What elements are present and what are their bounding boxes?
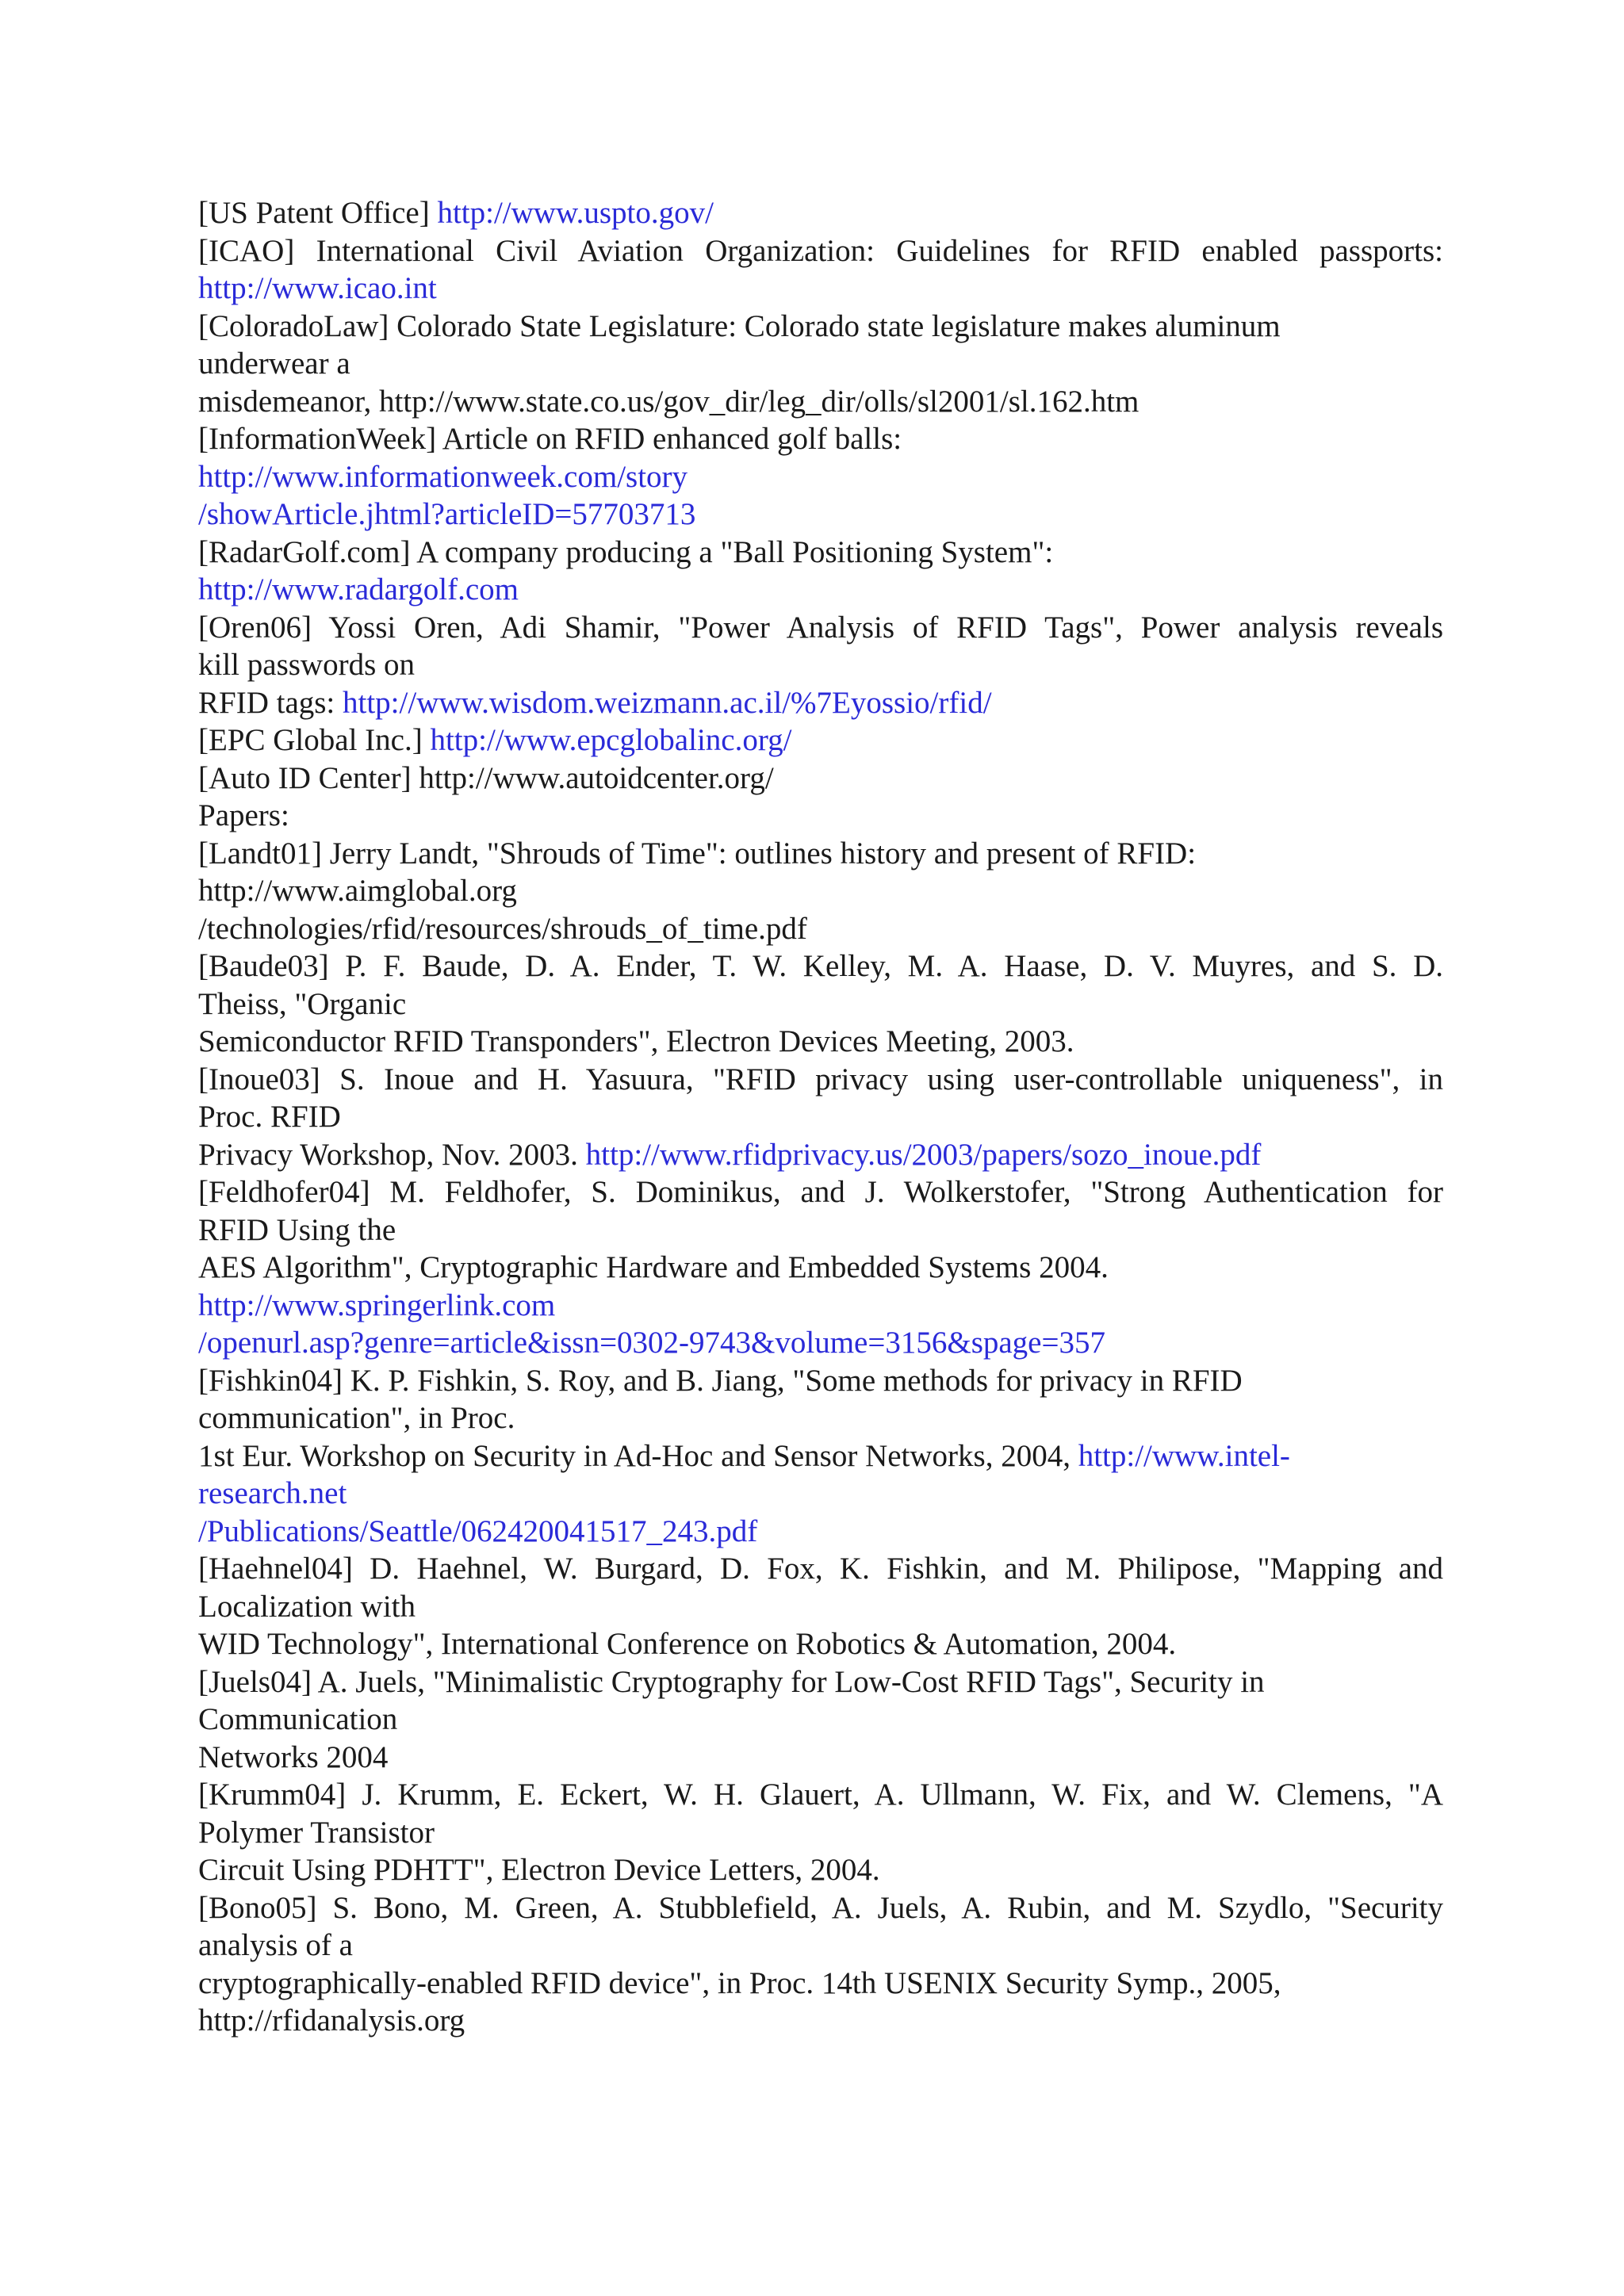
reference-line	[198, 1173, 1443, 1211]
reference-link[interactable]: http://www.rfidprivacy.us/2003/papers/sozo_inoue.pdf	[585, 1137, 1262, 1172]
reference-link[interactable]: http://www.epcglobalinc.org/	[430, 723, 792, 757]
reference-link[interactable]: /showArticle.jhtml?articleID=57703713	[198, 497, 696, 531]
reference-text: [Oren06] Yossi Oren, Adi Shamir, "Power Analysis of RFID Tags", Power analysis reveals	[198, 610, 1443, 645]
reference-text: [Fishkin04] K. P. Fishkin, S. Roy, and B. Jiang, "Some methods for privacy in RFID	[198, 1363, 1243, 1398]
reference-list	[198, 194, 1443, 2040]
reference-line	[198, 534, 1443, 572]
reference-line	[198, 1588, 1443, 1626]
reference-line	[198, 1287, 1443, 1325]
reference-line	[198, 1739, 1443, 1777]
reference-line	[198, 1399, 1443, 1437]
reference-line	[198, 1437, 1443, 1475]
reference-line	[198, 1776, 1443, 1814]
reference-line	[198, 1023, 1443, 1061]
reference-text: http://www.aimglobal.org	[198, 874, 517, 908]
reference-text: Circuit Using PDHTT", Electron Device Letters, 2004.	[198, 1853, 880, 1887]
reference-line	[198, 383, 1443, 421]
reference-link[interactable]: /Publications/Seattle/062420041517_243.pdf	[198, 1513, 758, 1548]
reference-line	[198, 1136, 1443, 1174]
reference-line	[198, 1851, 1443, 1889]
reference-text: Polymer Transistor	[198, 1815, 435, 1850]
reference-line	[198, 872, 1443, 910]
reference-line	[198, 1927, 1443, 1965]
reference-text: AES Algorithm", Cryptographic Hardware and Embedded Systems 2004.	[198, 1250, 1109, 1284]
reference-text: [Auto ID Center] http://www.autoidcenter.org/	[198, 760, 774, 795]
reference-text: [Bono05] S. Bono, M. Green, A. Stubblefield, A. Juels, A. Rubin, and M. Szydlo, "Security	[198, 1890, 1443, 1925]
reference-line	[198, 232, 1443, 270]
reference-link[interactable]: http://www.informationweek.com/story	[198, 459, 688, 494]
reference-line	[198, 947, 1443, 985]
reference-line	[198, 1362, 1443, 1400]
reference-text: communication", in Proc.	[198, 1401, 515, 1435]
reference-line	[198, 571, 1443, 609]
reference-line	[198, 1814, 1443, 1852]
reference-text: [EPC Global Inc.]	[198, 723, 431, 757]
reference-link[interactable]: http://www.uspto.gov/	[437, 196, 714, 230]
reference-link[interactable]: http://www.wisdom.weizmann.ac.il/%7Eyossio/rfid/	[343, 685, 992, 720]
reference-text: analysis of a	[198, 1928, 353, 1962]
reference-text: Semiconductor RFID Transponders", Electron Devices Meeting, 2003.	[198, 1024, 1074, 1058]
reference-line	[198, 345, 1443, 383]
reference-text: [Landt01] Jerry Landt, "Shrouds of Time": outlines history and present of RFID:	[198, 836, 1197, 871]
reference-link[interactable]: http://www.icao.int	[198, 271, 437, 305]
reference-line	[198, 910, 1443, 948]
reference-text: Communication	[198, 1702, 398, 1736]
reference-link[interactable]: http://www.springerlink.com	[198, 1288, 556, 1322]
reference-text: /technologies/rfid/resources/shrouds_of_time.pdf	[198, 911, 807, 946]
reference-line	[198, 194, 1443, 232]
reference-link[interactable]: http://www.intel-	[1078, 1438, 1290, 1473]
reference-line	[198, 1965, 1443, 2003]
reference-text: RFID Using the	[198, 1212, 396, 1247]
reference-line	[198, 496, 1443, 534]
reference-line	[198, 1550, 1443, 1588]
reference-text: misdemeanor, http://www.state.co.us/gov_dir/leg_dir/olls/sl2001/sl.162.htm	[198, 384, 1139, 419]
reference-text: [Baude03] P. F. Baude, D. A. Ender, T. W. Kelley, M. A. Haase, D. V. Muyres, and S. D.	[198, 949, 1443, 983]
reference-text: [US Patent Office]	[198, 196, 438, 230]
reference-line	[198, 1889, 1443, 1927]
reference-line	[198, 646, 1443, 684]
reference-text: Theiss, "Organic	[198, 986, 407, 1021]
reference-line	[198, 1663, 1443, 1701]
reference-line	[198, 797, 1443, 835]
reference-text: [ColoradoLaw] Colorado State Legislature: Colorado state legislature makes aluminum	[198, 308, 1281, 343]
reference-text: Localization with	[198, 1589, 416, 1624]
reference-line	[198, 1211, 1443, 1249]
reference-line	[198, 721, 1443, 760]
reference-text: Papers:	[198, 798, 289, 832]
reference-line	[198, 760, 1443, 798]
reference-text: underwear a	[198, 346, 350, 381]
reference-line	[198, 1098, 1443, 1136]
reference-line	[198, 458, 1443, 496]
reference-text: WID Technology", International Conference on Robotics & Automation, 2004.	[198, 1627, 1177, 1661]
reference-line	[198, 1061, 1443, 1099]
reference-line	[198, 1513, 1443, 1551]
reference-text: Proc. RFID	[198, 1100, 341, 1134]
reference-text: [Juels04] A. Juels, "Minimalistic Cryptography for Low-Cost RFID Tags", Security in	[198, 1664, 1265, 1699]
reference-text: [Feldhofer04] M. Feldhofer, S. Dominikus, and J. Wolkerstofer, "Strong Authentication for	[198, 1175, 1443, 1209]
reference-text: [Inoue03] S. Inoue and H. Yasuura, "RFID privacy using user-controllable uniqueness", in	[198, 1062, 1443, 1096]
reference-line	[198, 420, 1443, 458]
reference-line	[198, 308, 1443, 346]
reference-line	[198, 1324, 1443, 1362]
reference-line	[198, 270, 1443, 308]
reference-line	[198, 835, 1443, 873]
reference-link[interactable]: http://www.radargolf.com	[198, 572, 519, 607]
reference-text: Privacy Workshop, Nov. 2003.	[198, 1137, 586, 1172]
reference-link[interactable]: /openurl.asp?genre=article&issn=0302-9743&volume=3156&spage=357	[198, 1326, 1105, 1360]
reference-line	[198, 609, 1443, 647]
reference-link[interactable]: research.net	[198, 1476, 347, 1510]
reference-line	[198, 1475, 1443, 1513]
reference-line	[198, 2002, 1443, 2040]
reference-line	[198, 1701, 1443, 1739]
reference-text: [Haehnel04] D. Haehnel, W. Burgard, D. Fox, K. Fishkin, and M. Philipose, "Mapping and	[198, 1552, 1443, 1586]
reference-text: 1st Eur. Workshop on Security in Ad-Hoc and Sensor Networks, 2004,	[198, 1438, 1078, 1473]
reference-text: [RadarGolf.com] A company producing a "Ball Positioning System":	[198, 534, 1054, 569]
reference-text: kill passwords on	[198, 648, 415, 682]
reference-text: [ICAO] International Civil Aviation Organization: Guidelines for RFID enabled passports:	[198, 233, 1443, 268]
reference-text: [InformationWeek] Article on RFID enhanced golf balls:	[198, 422, 902, 456]
reference-line	[198, 684, 1443, 722]
reference-text: Networks 2004	[198, 1739, 389, 1774]
reference-line	[198, 985, 1443, 1024]
reference-line	[198, 1249, 1443, 1287]
reference-text: RFID tags:	[198, 685, 343, 720]
reference-text: [Krumm04] J. Krumm, E. Eckert, W. H. Glauert, A. Ullmann, W. Fix, and W. Clemens, "A	[198, 1777, 1443, 1812]
reference-text: cryptographically-enabled RFID device", in Proc. 14th USENIX Security Symp., 2005,	[198, 1965, 1281, 2000]
reference-line	[198, 1625, 1443, 1663]
reference-text: http://rfidanalysis.org	[198, 2003, 465, 2038]
